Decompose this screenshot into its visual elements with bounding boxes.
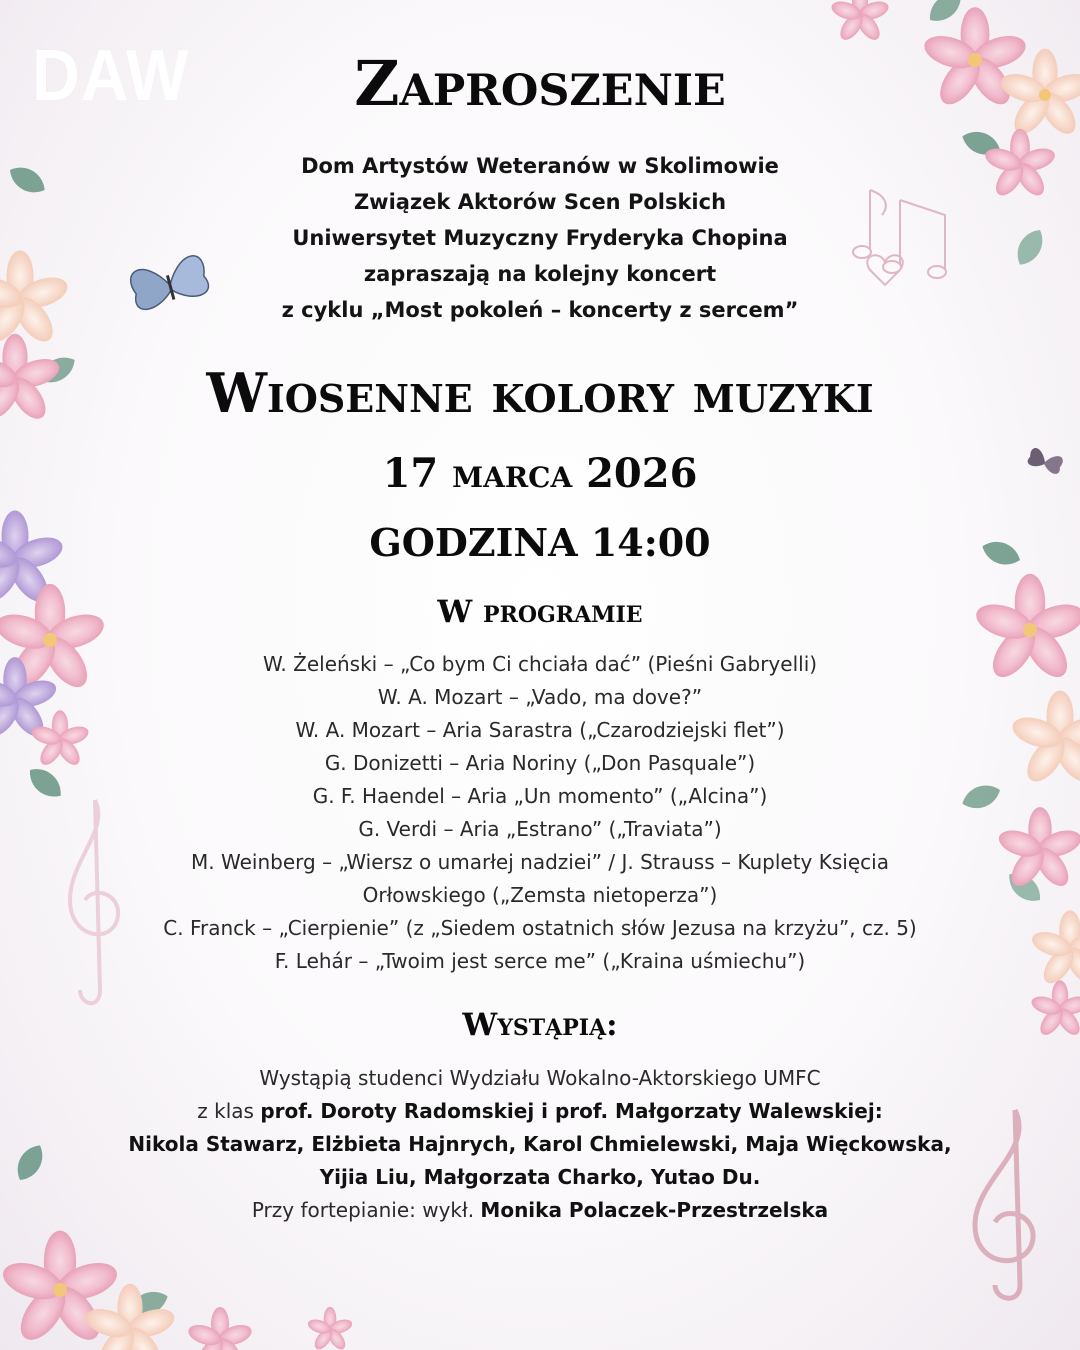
program-heading: W programie (437, 594, 643, 630)
performers-prefix: z klas (197, 1099, 261, 1123)
program-list (0, 648, 1080, 978)
program-item: G. Verdi – Aria „Estrano” („Traviata”) (358, 817, 722, 841)
performers-line (0, 1095, 1080, 1128)
organizer-line: z cyklu „Most pokoleń – koncerty z sercem” (281, 298, 799, 322)
daw-logo: DAW (32, 36, 190, 116)
performers-heading: Wystąpią: (462, 1007, 618, 1043)
program-item: G. F. Haendel – Aria „Un momento” („Alcina”) (312, 784, 768, 808)
organizer-line: Związek Aktorów Scen Polskich (353, 190, 727, 214)
organizer-line: Dom Artystów Weteranów w Skolimowie (301, 154, 779, 178)
pianist-prefix: Przy fortepianie: wykł. (251, 1198, 481, 1222)
program-item: G. Donizetti – Aria Noriny („Don Pasquale”) (324, 751, 756, 775)
student-names: Nikola Stawarz, Elżbieta Hajnrych, Karol Chmielewski, Maja Więckowska, (128, 1132, 952, 1156)
event-hour: GODZINA 14:00 (369, 520, 711, 565)
performers-names-line (0, 1128, 1080, 1161)
event-title: Wiosenne kolory muzyki (206, 361, 874, 425)
program-item: W. A. Mozart – „Vado, ma dove?” (377, 685, 703, 709)
student-names: Yijia Liu, Małgorzata Charko, Yutao Du. (319, 1165, 761, 1189)
program-item: M. Weinberg – „Wiersz o umarłej nadziei” / J. Strauss – Kuplety Księcia (191, 850, 889, 874)
performers-block (0, 1062, 1080, 1227)
program-item: C. Franck – „Cierpienie” (z „Siedem ostatnich słów Jezusa na krzyżu”, cz. 5) (163, 916, 917, 940)
program-item: F. Lehár – „Twoim jest serce me” („Kraina uśmiechu”) (274, 949, 806, 973)
event-date: 17 marca 2026 (382, 450, 698, 497)
performers-names-line (0, 1161, 1080, 1194)
professors-names: prof. Doroty Radomskiej i prof. Małgorzaty Walewskiej: (260, 1099, 883, 1123)
pianist-line (0, 1194, 1080, 1227)
program-item: W. A. Mozart – Aria Sarastra („Czarodziejski flet”) (295, 718, 785, 742)
page-title: Zaproszenie (354, 47, 726, 120)
organizer-line: Uniwersytet Muzyczny Fryderyka Chopina (292, 226, 788, 250)
performers-line: Wystąpią studenci Wydziału Wokalno-Aktorskiego UMFC (259, 1066, 821, 1090)
program-item: W. Żeleński – „Co bym Ci chciała dać” (Pieśni Gabryelli) (262, 652, 818, 676)
pianist-name: Monika Polaczek-Przestrzelska (480, 1198, 829, 1222)
organizer-line: zapraszają na kolejny koncert (363, 262, 717, 286)
organizers-block (0, 148, 1080, 328)
program-item: Orłowskiego („Zemsta nietoperza”) (362, 883, 718, 907)
